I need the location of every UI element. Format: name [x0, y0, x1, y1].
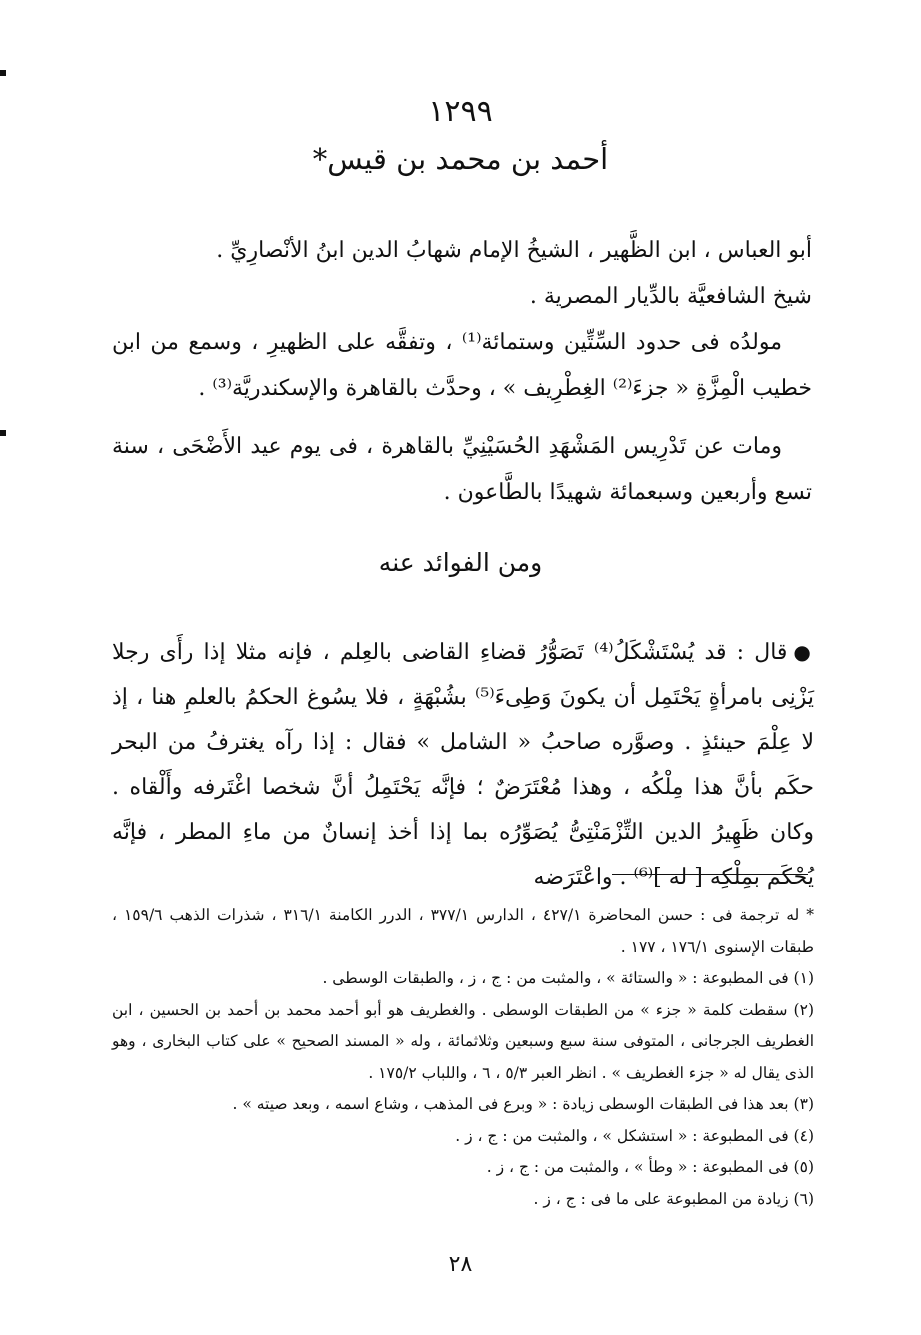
- footnote-3: (٣) بعد هذا فى الطبقات الوسطى زيادة : « وبرع فى المذهب ، وشاع اسمه ، وبعد صيته » .: [232, 1095, 814, 1113]
- footnotes: [112, 900, 814, 1215]
- footnote-5: (٥) فى المطبوعة : « وطأ » ، والمثبت من : ج ، ز .: [486, 1158, 814, 1176]
- body-text: [112, 630, 814, 900]
- scan-margin-mark-middle: [0, 430, 6, 436]
- footnote-divider: [612, 874, 808, 875]
- bio-line-birth: مولدُه فى حدود السِّتِّين وستمائة⁽¹⁾ ، وتفقَّه على الظهيرِ ، وسمع من ابن خطيب الْمِزَّةِ « جزءَ⁽²⁾ الغِطْرِيف » ، وحدَّث بالقاهرة والإسكندريَّة⁽³⁾ .: [112, 330, 812, 401]
- biography-section: [112, 228, 812, 516]
- entry-number: ١٢٩٩: [428, 94, 493, 129]
- page-number: ٢٨: [448, 1252, 473, 1277]
- footnote-1: (١) فى المطبوعة : « والستائة » ، والمثبت من : ج ، ز ، والطبقات الوسطى .: [322, 969, 814, 987]
- spacer: [112, 412, 812, 424]
- entry-title: أحمد بن محمد بن قيس*: [312, 142, 609, 176]
- body-paragraph-text: قال : قد يُسْتَشْكَلُ⁽⁴⁾ تَصَوُّرُ قضاءِ القاضى بالعِلم ، فإنه مثلا إذا رأَى رجلا يَزْنِى بامرأةٍ يَحْتَمِل أن يكونَ وَطِىءَ⁽⁵⁾ بشُبْهَةٍ ، فلا يسُوغ الحكمُ بالعلمِ هنا ، إذ لا عِلْمَ حينئذٍ . وصوَّره صاحبُ « الشامل » فقال : إذا رآه يغترفُ من البحر حكَم بأنَّ هذا مِلْكُه ، وهذا مُعْتَرَضٌ ؛ فإنَّه يَحْتَمِلُ أنَّ شخصا اغْتَرفه وأَلْقاه . وكان ظَهِيرُ الدين التِّزْمَنْتِىُّ يُصَوِّرُه بما إذا أخذ إنسانٌ من ماءِ المطر ، فإنَّه يُحْكَم بمِلْكِه [ له ]⁽⁶⁾ . واعْتَرَضه: [112, 640, 814, 890]
- footnote-2: (٢) سقطت كلمة « جزء » من الطبقات الوسطى . والغطريف هو أبو أحمد محمد بن أحمد بن الحسين ، ابن الغطريف الجرجانى ، المتوفى سنة سبع وسبعين وثلاثمائة ، وله « المسند الصحيح » على كتاب البخارى ، وهو الذى يقال له « جزء الغطريف » . انظر العبر ٥/٣ ، ٦ ، واللباب ١٧٥/٢ .: [112, 1000, 814, 1082]
- bullet-icon: ●: [793, 640, 815, 664]
- bio-line-role: شيخ الشافعيَّة بالدِّيار المصرية .: [529, 284, 812, 309]
- footnote-4: (٤) فى المطبوعة : « استشكل » ، والمثبت من : ج ، ز .: [455, 1126, 814, 1145]
- bio-line-name: أبو العباس ، ابن الظَّهير ، الشيخُ الإمام شهابُ الدين ابنُ الأنْصارِيِّ .: [216, 238, 812, 263]
- bio-line-death: ومات عن تَدْرِيس المَشْهَدِ الحُسَيْنِيِّ بالقاهرة ، فى يوم عيد الأَضْحَى ، سنة تسع وأربعين وسبعمائة شهيدًا بالطَّاعون .: [112, 434, 812, 505]
- footnote-6: (٦) زيادة من المطبوعة على ما فى : ج ، ز .: [533, 1189, 814, 1208]
- scan-margin-mark-top: [0, 70, 6, 76]
- body-paragraph: [112, 630, 814, 900]
- footnote-source: * له ترجمة فى : حسن المحاضرة ٤٢٧/١ ، الدارس ٣٧٧/١ ، الدرر الكامنة ٣١٦/١ ، شذرات الذهب ١٥٩/٦ ، طبقات الإسنوى ١٧٦/١ ، ١٧٧ .: [112, 906, 814, 956]
- section-heading: ومن الفوائد عنه: [378, 548, 543, 577]
